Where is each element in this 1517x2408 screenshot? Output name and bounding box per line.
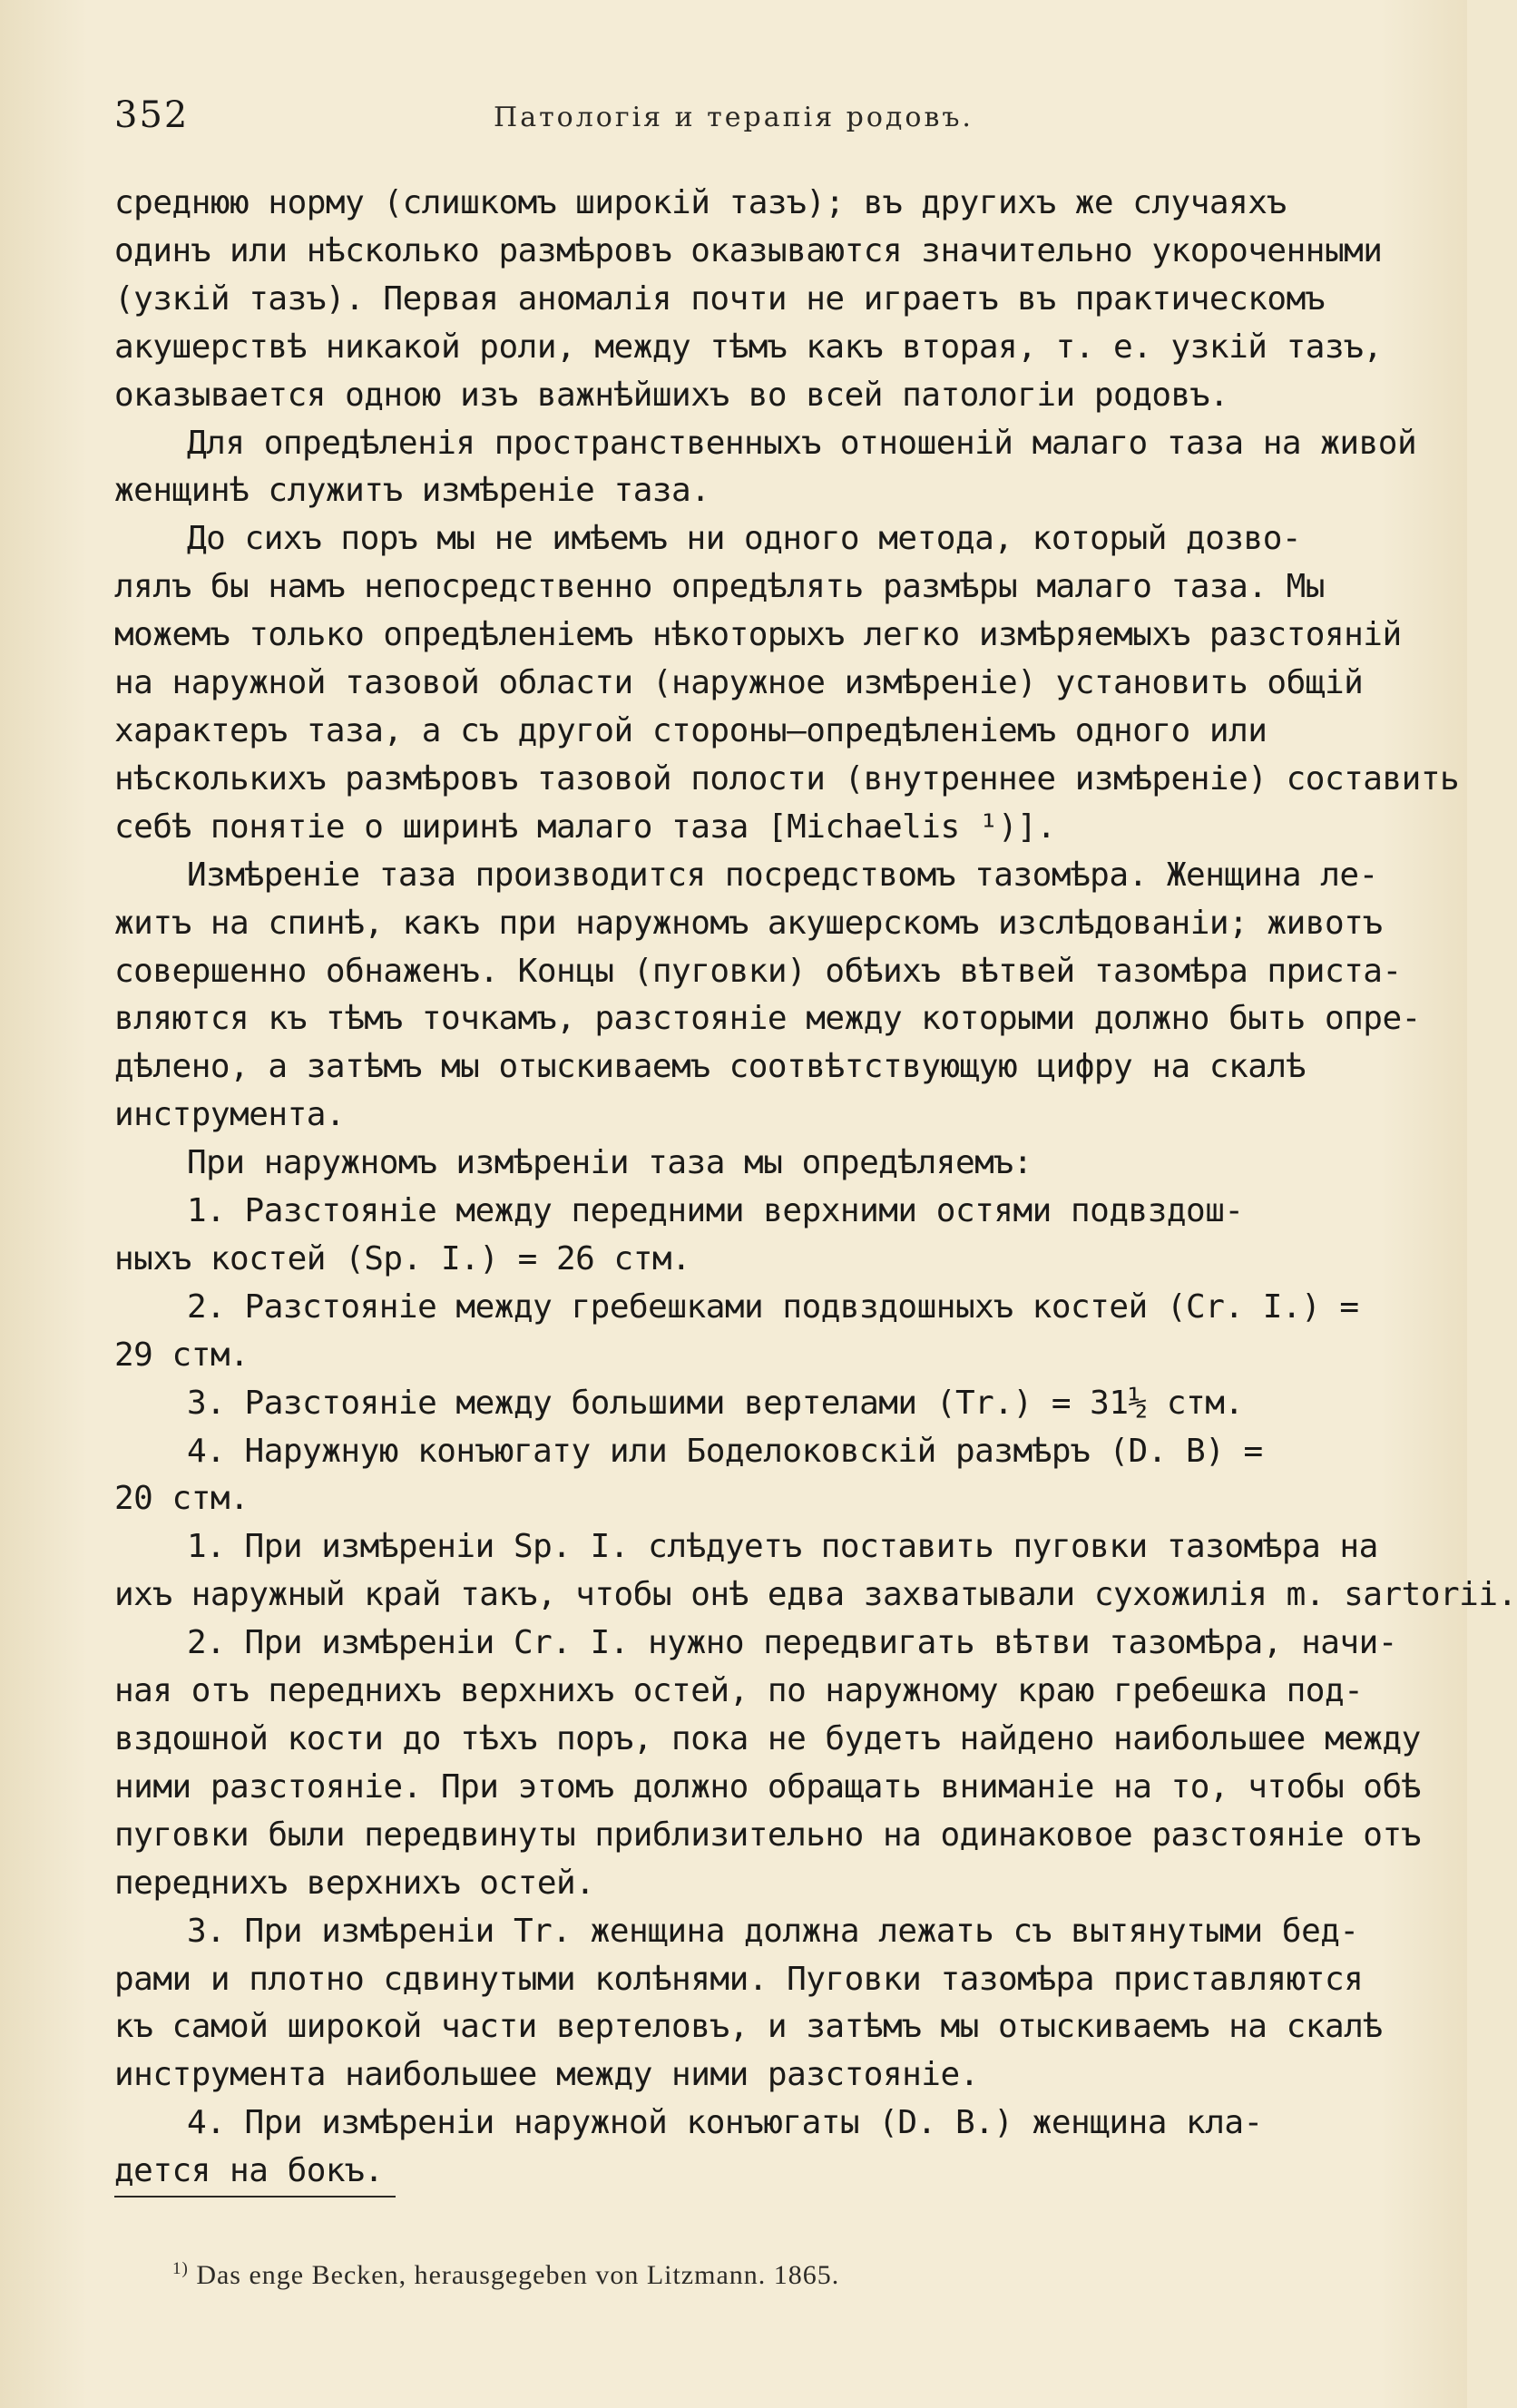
text-line: себѣ понятіе о ширинѣ малаго таза [Michaelis ¹)]. <box>114 808 1056 846</box>
text-line: 1. При измѣреніи Sp. I. слѣдуетъ поставить пуговки тазомѣра на <box>187 1528 1378 1566</box>
text-line: на наружной тазовой области (наружное измѣреніе) установить общій <box>114 664 1364 702</box>
footnote-text: Das enge Becken, herausgegeben von Litzmann. 1865. <box>196 2260 840 2290</box>
text-line: нѣсколькихъ размѣровъ тазовой полости (внутреннее измѣреніе) составить <box>114 759 1460 798</box>
text-line: 4. Наружную конъюгату или Боделоковскій размѣръ (D. B) = <box>187 1432 1263 1470</box>
text-line: житъ на спинѣ, какъ при наружномъ акушерскомъ изслѣдованіи; животъ <box>114 904 1383 942</box>
text-line: При наружномъ измѣреніи таза мы опредѣляемъ: <box>187 1144 1033 1182</box>
text-line: инструмента. <box>114 1096 346 1134</box>
text-line: инструмента наибольшее между ними разстояніе. <box>114 2056 979 2094</box>
text-line: переднихъ верхнихъ остей. <box>114 1864 595 1902</box>
text-line: лялъ бы намъ непосредственно опредѣлять размѣры малаго таза. Мы <box>114 568 1325 606</box>
text-line: можемъ только опредѣленіемъ нѣкоторыхъ легко измѣряемыхъ разстояній <box>114 616 1402 654</box>
body-text <box>114 180 1517 2196</box>
text-line: ныхъ костей (Sp. I.) = 26 стм. <box>114 1239 691 1277</box>
text-line: оказывается одною изъ важнѣйшихъ во всей патологіи родовъ. <box>114 376 1229 414</box>
text-line: среднюю норму (слишкомъ широкій тазъ); въ другихъ же случаяхъ <box>114 184 1287 221</box>
footnote-mark: 1) <box>172 2259 189 2278</box>
text-line: ними разстояніе. При этомъ должно обращать вниманіе на то, чтобы обѣ <box>114 1767 1421 1806</box>
text-line: Для опредѣленія пространственныхъ отношеній малаго таза на живой <box>187 424 1417 462</box>
text-line: 2. Разстояніе между гребешками подвздошныхъ костей (Cr. I.) = <box>187 1287 1359 1326</box>
text-line: ихъ наружный край такъ, чтобы онѣ едва захватывали сухожилія m. sartorii. <box>114 1576 1517 1614</box>
text-line: вздошной кости до тѣхъ поръ, пока не будетъ найдено наибольшее между <box>114 1720 1421 1757</box>
footnote-rule <box>114 2196 396 2198</box>
text-line: 2. При измѣреніи Cr. I. нужно передвигать вѣтви тазомѣра, начи- <box>187 1624 1397 1662</box>
text-line: пуговки были передвинуты приблизительно на одинаковое разстояніе отъ <box>114 1816 1421 1854</box>
text-line: (узкій тазъ). Первая аномалія почти не играетъ въ практическомъ <box>114 279 1325 318</box>
text-line: 3. Разстояніе между большими вертелами (Tr.) = 31½ стм. <box>187 1384 1244 1422</box>
text-line: дѣлено, а затѣмъ мы отыскиваемъ соотвѣтствующую цифру на скалѣ <box>114 1048 1306 1086</box>
text-line: 4. При измѣреніи наружной конъюгаты (D. B.) женщина кла- <box>187 2104 1263 2142</box>
text-line: акушерствѣ никакой роли, между тѣмъ какъ вторая, т. е. узкій тазъ, <box>114 328 1383 366</box>
text-line: дется на бокъ. <box>114 2152 384 2190</box>
text-line: совершенно обнаженъ. Концы (пуговки) обѣихъ вѣтвей тазомѣра приста- <box>114 952 1402 990</box>
page-header <box>114 94 1353 149</box>
text-line: До сихъ поръ мы не имѣемъ ни одного метода, который дозво- <box>187 520 1302 558</box>
text-line: 3. При измѣреніи Tr. женщина должна лежать съ вытянутыми бед- <box>187 1912 1359 1950</box>
text-line: 20 стм. <box>114 1480 250 1518</box>
text-line: одинъ или нѣсколько размѣровъ оказываются значительно укороченными <box>114 231 1383 269</box>
text-line: 29 стм. <box>114 1336 250 1374</box>
text-line: рами и плотно сдвинутыми колѣнями. Пуговки тазомѣра приставляются <box>114 1960 1364 1998</box>
running-title: Патологія и терапія родовъ. <box>494 102 974 133</box>
text-line: 1. Разстояніе между передними верхними остями подвздош- <box>187 1192 1244 1230</box>
text-line: характеръ таза, а съ другой стороны—опредѣленіемъ одного или <box>114 711 1267 749</box>
text-line: Измѣреніе таза производится посредствомъ тазомѣра. Женщина ле- <box>187 856 1378 894</box>
text-line: ная отъ переднихъ верхнихъ остей, по наружному краю гребешка под- <box>114 1672 1364 1710</box>
text-line: къ самой широкой части вертеловъ, и затѣмъ мы отыскиваемъ на скалѣ <box>114 2008 1383 2046</box>
page-number: 352 <box>114 94 190 136</box>
text-line: вляются къ тѣмъ точкамъ, разстояніе между которыми должно быть опре- <box>114 1000 1421 1038</box>
text-line: женщинѣ служитъ измѣреніе таза. <box>114 472 710 510</box>
footnote <box>172 2259 839 2291</box>
